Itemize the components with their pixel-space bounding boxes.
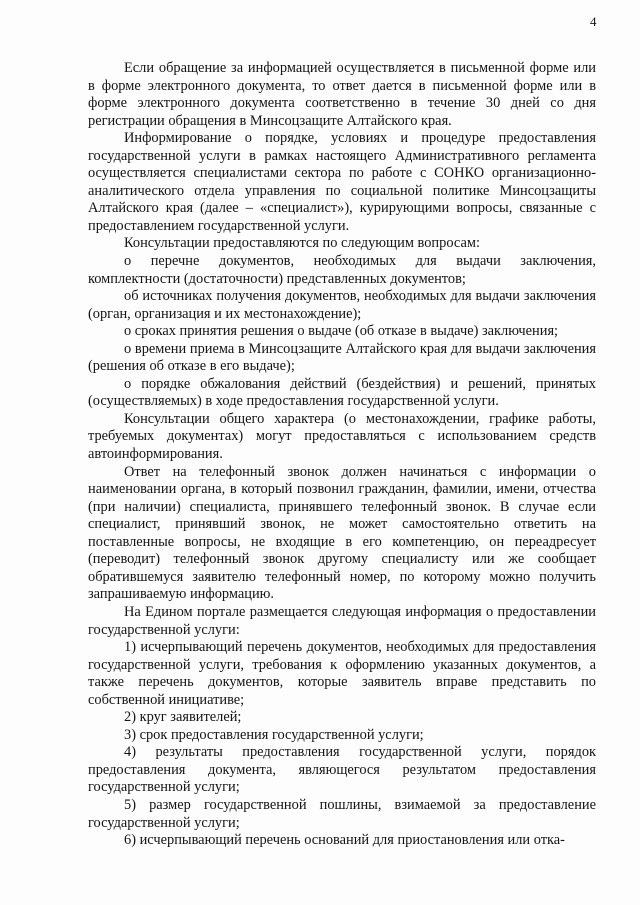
numbered-item: 1) исчерпывающий перечень документов, необходимых для предоставления государственной услуги, требования к оформлению указанных документов, а также перечень документов, которые заявитель вправе представить по собственной инициативе;: [88, 639, 596, 708]
list-item: об источниках получения документов, необходимых для выдачи заключения (орган, организация и их местонахождение);: [88, 288, 596, 322]
paragraph: Если обращение за информацией осуществляется в письменной форме или в форме электронного документа, то ответ дается в письменной форме или в форме электронного документа соответственно в течение 30 дней со дня регистрации обращения в Минсоцзащите Алтайского края.: [88, 60, 596, 129]
numbered-item: 4) результаты предоставления государственной услуги, порядок предоставления документа, являющегося результатом предоставления государственной услуги;: [88, 744, 596, 796]
document-body: [88, 60, 596, 850]
numbered-item: 5) размер государственной пошлины, взимаемой за предоставление государственной услуги;: [88, 796, 596, 831]
list-item: о перечне документов, необходимых для выдачи заключения, комплектности (достаточности) представленных документов;: [88, 253, 596, 287]
numbered-item: 3) срок предоставления государственной услуги;: [124, 726, 424, 743]
paragraph: На Едином портале размещается следующая информация о предоставлении государственной услуги:: [88, 603, 596, 638]
paragraph: Консультации предоставляются по следующим вопросам:: [124, 235, 480, 252]
paragraph: Консультации общего характера (о местонахождении, графике работы, требуемых документах) могут предоставляться с использованием средств автоинформирования.: [88, 410, 596, 463]
list-item: о порядке обжалования действий (бездействия) и решений, принятых (осуществляемых) в ходе предоставления государственной услуги.: [88, 375, 596, 410]
paragraph: Ответ на телефонный звонок должен начинаться с информации о наименовании органа, в который позвонил гражданин, фамилии, имени, отчества (при наличии) специалиста, принявшего телефонный звонок. В случае если специалист, принявший звонок, не может самостоятельно ответить на поставленные вопросы, не входящие в его компетенцию, он переадресует (переводит) телефонный звонок другому специалисту или же сообщает обратившемуся заявителю телефонный номер, по которому можно получить запрашиваемую информацию.: [88, 463, 596, 603]
list-item: о сроках принятия решения о выдаче (об отказе в выдаче) заключения;: [124, 323, 559, 340]
numbered-item: 2) круг заявителей;: [124, 709, 242, 726]
paragraph: Информирование о порядке, условиях и процедуре предоставления государственной услуги в рамках настоящего Административного регламента осуществляется специалистами сектора по работе с СОНКО организационно-аналитического отдела управления по социальной политике Минсоцзащиты Алтайского края (далее – «специалист»), курирующими вопросы, связанные с предоставлением государственной услуги.: [88, 130, 596, 234]
list-item: о времени приема в Минсоцзащите Алтайского края для выдачи заключения (решения об отказе в его выдаче);: [88, 340, 596, 375]
page-number: 4: [590, 14, 597, 29]
numbered-item: 6) исчерпывающий перечень оснований для приостановления или отка-: [124, 832, 565, 849]
